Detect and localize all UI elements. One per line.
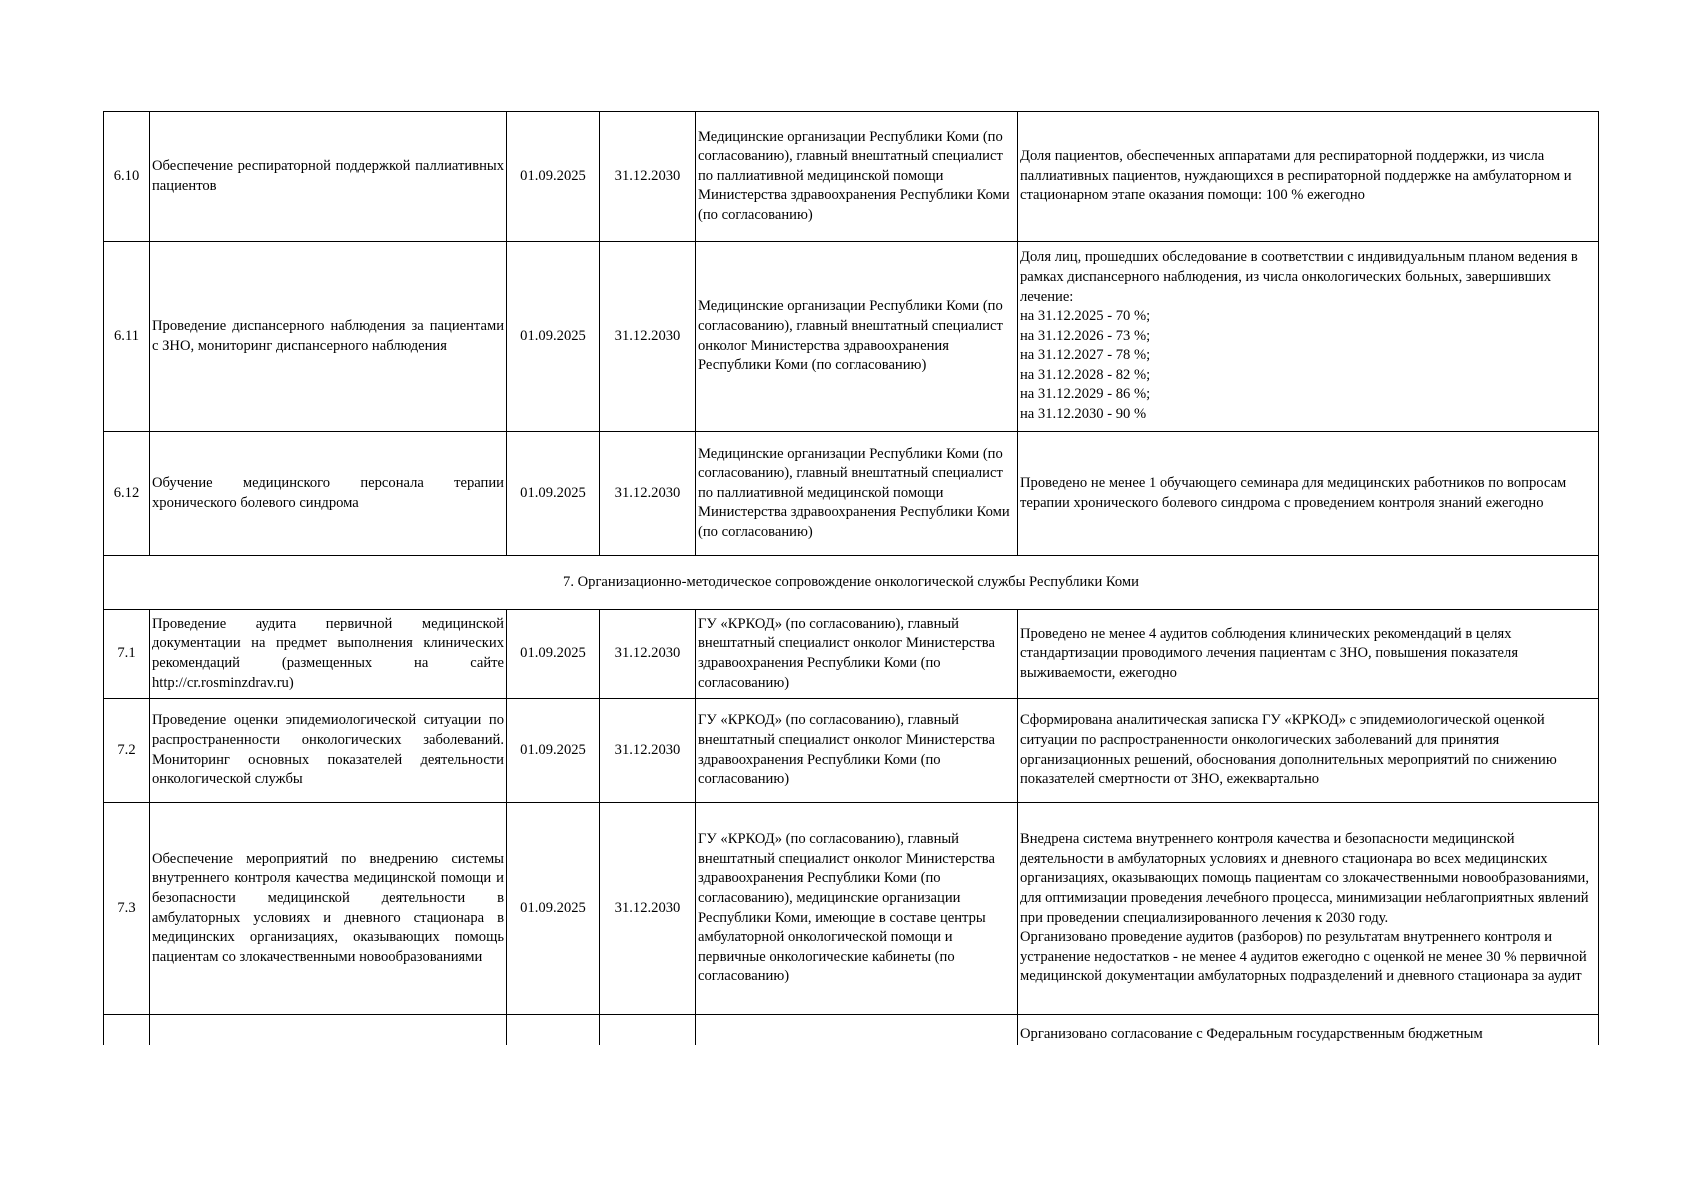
result-text: Проведено не менее 4 аудитов соблюдения клинических рекомендаций в целях стандартизации проводимого лечения пациентам с ЗНО, повышения показателя выживаемости, ежегодно [1020, 625, 1519, 681]
end-date [600, 1015, 696, 1045]
result-text: Сформирована аналитическая записка ГУ «КРКОД» с эпидемиологической оценкой ситуации по распространенности онкологических заболеваний для принятия организационных решений, обоснования дополнительных мероприятий по снижению показателей смертности от ЗНО, ежеквартально [1020, 712, 1557, 788]
activity-name [150, 1015, 507, 1045]
responsible-executors [696, 1015, 1018, 1045]
start-date: 01.09.2025 [507, 242, 600, 432]
end-date: 31.12.2030 [600, 803, 696, 1015]
end-date: 31.12.2030 [600, 112, 696, 242]
table-row-7-1 [104, 610, 1599, 699]
table-row-6-12 [104, 432, 1599, 556]
responsible-executors: ГУ «КРКОД» (по согласованию), главный внештатный специалист онколог Министерства здравоохранения Республики Коми (по согласованию), медицинские организации Республики Коми, имеющие в составе центры амбулаторной онкологической помощи и первичные онкологические кабинеты (по согласованию) [696, 803, 1018, 1015]
start-date [507, 1015, 600, 1045]
result-target-2030: на 31.12.2030 - 90 % [1020, 406, 1147, 423]
expected-result [1018, 699, 1599, 803]
section-7-title: 7. Организационно-методическое сопровождение онкологической службы Республики Коми [104, 556, 1599, 610]
end-date: 31.12.2030 [600, 432, 696, 556]
end-date: 31.12.2030 [600, 610, 696, 699]
table-row-partial [104, 1015, 1599, 1045]
activity-name: Обеспечение респираторной поддержкой паллиативных пациентов [150, 112, 507, 242]
table-row-6-11 [104, 242, 1599, 432]
result-target-2026: на 31.12.2026 - 73 %; [1020, 327, 1151, 344]
responsible-executors: Медицинские организации Республики Коми (по согласованию), главный внештатный специалист по паллиативной медицинской помощи Министерства здравоохранения Республики Коми (по согласованию) [696, 112, 1018, 242]
row-number: 6.10 [104, 112, 150, 242]
expected-result: Организовано согласование с Федеральным государственным бюджетным [1018, 1015, 1599, 1045]
expected-result [1018, 432, 1599, 556]
start-date: 01.09.2025 [507, 432, 600, 556]
activity-name: Проведение аудита первичной медицинской документации на предмет выполнения клинических рекомендаций (размещенных на сайте http://cr.rosminzdrav.ru) [150, 610, 507, 699]
row-number: 6.11 [104, 242, 150, 432]
responsible-executors: ГУ «КРКОД» (по согласованию), главный внештатный специалист онколог Министерства здравоохранения Республики Коми (по согласованию) [696, 610, 1018, 699]
responsible-executors: Медицинские организации Республики Коми (по согласованию), главный внештатный специалист по паллиативной медицинской помощи Министерства здравоохранения Республики Коми (по согласованию) [696, 432, 1018, 556]
table-row-7-3 [104, 803, 1599, 1015]
result-text: Доля лиц, прошедших обследование в соответствии с индивидуальным планом ведения в рамках диспансерного наблюдения, из числа онкологических больных, завершивших лечение: [1020, 249, 1578, 305]
expected-result [1018, 112, 1599, 242]
row-number: 6.12 [104, 432, 150, 556]
start-date: 01.09.2025 [507, 610, 600, 699]
activity-name: Проведение оценки эпидемиологической ситуации по распространенности онкологических заболеваний. Мониторинг основных показателей деятельности онкологической службы [150, 699, 507, 803]
section-header-row [104, 556, 1599, 610]
result-text: Внедрена система внутреннего контроля качества и безопасности медицинской деятельности в амбулаторных условиях и дневного стационара во всех медицинских организациях, оказывающих помощь пациентам со злокачественными новообразованиями, для оптимизации проведения лечебного процесса, минимизации неблагоприятных явлений при проведении специализированного лечения к 2030 году. [1020, 831, 1589, 926]
activity-name: Проведение диспансерного наблюдения за пациентами с ЗНО, мониторинг диспансерного наблюдения [150, 242, 507, 432]
result-target-2028: на 31.12.2028 - 82 %; [1020, 366, 1151, 383]
activity-name: Обеспечение мероприятий по внедрению системы внутреннего контроля качества медицинской помощи и безопасности медицинской деятельности в амбулаторных условиях и дневного стационара в медицинских организациях, оказывающих помощь пациентам со злокачественными новообразованиями [150, 803, 507, 1015]
responsible-executors: ГУ «КРКОД» (по согласованию), главный внештатный специалист онколог Министерства здравоохранения Республики Коми (по согласованию) [696, 699, 1018, 803]
result-target-2027: на 31.12.2027 - 78 %; [1020, 347, 1151, 364]
result-target-2029: на 31.12.2029 - 86 %; [1020, 386, 1151, 403]
expected-result [1018, 803, 1599, 1015]
row-number: 7.3 [104, 803, 150, 1015]
expected-result [1018, 610, 1599, 699]
end-date: 31.12.2030 [600, 699, 696, 803]
start-date: 01.09.2025 [507, 803, 600, 1015]
responsible-executors: Медицинские организации Республики Коми (по согласованию), главный внештатный специалист онколог Министерства здравоохранения Республики Коми (по согласованию) [696, 242, 1018, 432]
result-text-audits: Организовано проведение аудитов (разборов) по результатам внутреннего контроля и устранение недостатков - не менее 4 аудитов ежегодно с оценкой не менее 30 % первичной медицинской документации амбулаторных подразделений и дневного стационара за аудит [1020, 929, 1587, 985]
table-row-7-2 [104, 699, 1599, 803]
result-text: Проведено не менее 1 обучающего семинара для медицинских работников по вопросам терапии хронического болевого синдрома с проведением контроля знаний ежегодно [1020, 474, 1567, 511]
table-row-6-10 [104, 112, 1599, 242]
row-number: 7.2 [104, 699, 150, 803]
result-target-2025: на 31.12.2025 - 70 %; [1020, 308, 1151, 325]
expected-result [1018, 242, 1599, 432]
end-date: 31.12.2030 [600, 242, 696, 432]
row-number [104, 1015, 150, 1045]
start-date: 01.09.2025 [507, 699, 600, 803]
start-date: 01.09.2025 [507, 112, 600, 242]
result-text: Доля пациентов, обеспеченных аппаратами для респираторной поддержки, из числа паллиативных пациентов, нуждающихся в респираторной поддержке на амбулаторном и стационарном этапе оказания помощи: 100 % ежегодно [1020, 148, 1572, 204]
activity-name: Обучение медицинского персонала терапии хронического болевого синдрома [150, 432, 507, 556]
row-number: 7.1 [104, 610, 150, 699]
plan-table [103, 111, 1599, 1045]
